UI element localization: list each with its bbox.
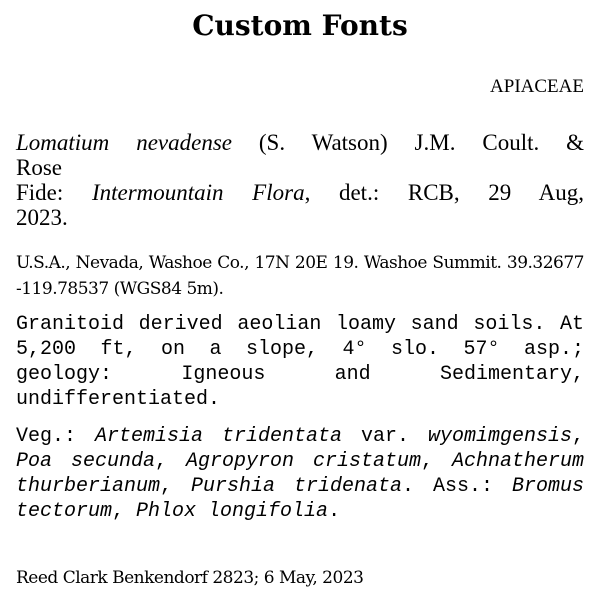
separator: ,: [571, 425, 584, 448]
associated-species: Purshia tridenata: [191, 475, 402, 498]
taxon-authority: (S. Watson) J.M. Coult. &: [258, 130, 585, 155]
associated-species: Poa secunda: [16, 450, 155, 473]
veg-prefix: Veg.:: [16, 425, 77, 448]
associated-species: Bromus tectorum: [16, 475, 584, 523]
vegetation-text: [16, 424, 584, 524]
associated-species: wyomimgensis: [427, 425, 572, 448]
separator: ,: [155, 450, 186, 473]
separator: ,: [420, 450, 452, 473]
associated-species: Artemisia tridentata: [94, 425, 342, 448]
var-label: var.: [360, 425, 409, 448]
determination-year: 2023.: [16, 205, 68, 230]
separator: ,: [160, 475, 191, 498]
taxon-authority-cont: Rose: [16, 155, 62, 180]
ass-label: . Ass.:: [402, 475, 493, 498]
locality-text: U.S.A., Nevada, Washoe Co., 17N 20E 19. Washoe Summit. 39.32677 -119.78537 (WGS84 5m).: [16, 253, 584, 299]
taxon-line-1: [16, 130, 584, 155]
associated-species: Achnatherum thurberianum: [16, 450, 584, 498]
terminal-period: .: [328, 500, 341, 523]
label-title: Custom Fonts: [192, 9, 408, 42]
family-name: APIACEAE: [490, 76, 584, 97]
taxon-block: [16, 130, 584, 230]
herbarium-label: [16, 0, 584, 600]
associated-species: Agropyron cristatum: [185, 450, 421, 473]
collector-line: Reed Clark Benkendorf 2823; 6 May, 2023: [16, 568, 364, 588]
fide-source: Intermountain Flora: [91, 180, 305, 205]
scientific-name: Lomatium nevadense: [16, 130, 232, 155]
separator: ,: [112, 500, 137, 523]
associated-species: Phlox longifolia: [136, 500, 329, 523]
determination-line: [16, 180, 584, 205]
fide-prefix: Fide:: [16, 180, 64, 205]
habitat-text: Granitoid derived aeolian loamy sand soils. At 5,200 ft, on a slope, 4° slo. 57° asp.; geology: Igneous and Sedimentary, undifferentiated.: [16, 313, 584, 411]
determination-text: , det.: RCB, 29 Aug,: [304, 180, 585, 205]
